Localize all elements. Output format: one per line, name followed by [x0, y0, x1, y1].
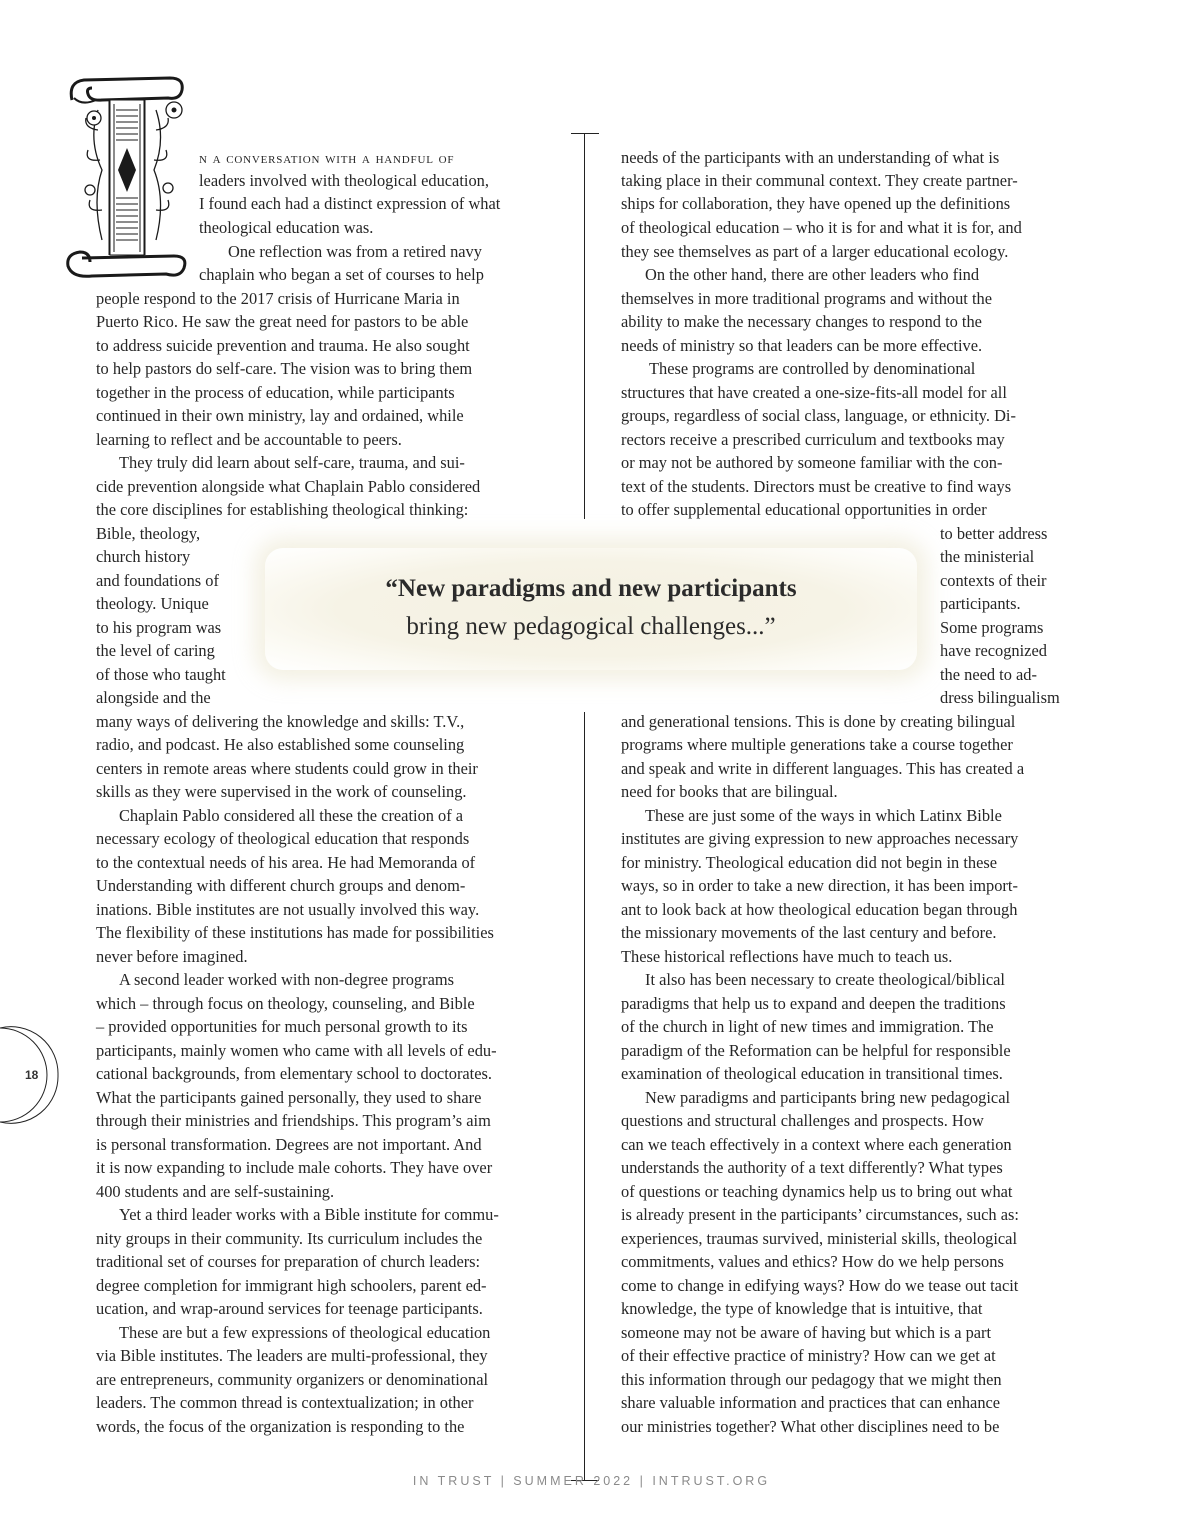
body-line: to address suicide prevention and trauma. He also sought	[96, 336, 470, 355]
body-line: knowledge, the type of knowledge that is intuitive, that	[621, 1299, 983, 1318]
body-line: of the church in light of new times and immigration. The	[621, 1017, 994, 1036]
body-line: understands the authority of a text differently? What types	[621, 1158, 1003, 1177]
body-line: chaplain who began a set of courses to help	[199, 265, 484, 284]
body-line: of theological education – who it is for and what it is for, and	[621, 218, 1022, 237]
body-line: continued in their own ministry, lay and ordained, while	[96, 406, 464, 425]
body-line: – provided opportunities for much personal growth to its	[96, 1017, 468, 1036]
body-line: the ministerial	[940, 547, 1035, 566]
body-line: These are just some of the ways in which Latinx Bible	[645, 806, 1002, 825]
body-line: Some programs	[940, 618, 1044, 637]
body-line: share valuable information and practices that can enhance	[621, 1393, 1001, 1412]
body-line: What the participants gained personally, they used to share	[96, 1088, 482, 1107]
body-line: degree completion for immigrant high schoolers, parent ed-	[96, 1276, 487, 1295]
body-line: and foundations of	[96, 571, 219, 590]
body-line: the need to ad-	[940, 665, 1037, 684]
body-line: Chaplain Pablo considered all these the creation of a	[119, 806, 464, 825]
body-line: is already present in the participants’ circumstances, such as:	[621, 1205, 1019, 1224]
body-line: participants.	[940, 594, 1021, 613]
body-line: radio, and podcast. He also established some counseling	[96, 735, 465, 754]
body-line: nity groups in their community. Its curriculum includes the	[96, 1229, 483, 1248]
body-line: These are but a few expressions of theological education	[119, 1323, 491, 1342]
page-number: 18	[25, 1068, 39, 1082]
body-line: institutes are giving expression to new approaches necessary	[621, 829, 1019, 848]
body-line: through their ministries and friendships. This program’s aim	[96, 1111, 491, 1130]
body-line: These programs are controlled by denominational	[649, 359, 976, 378]
column-rule-top	[584, 133, 585, 519]
body-line: ucation, and wrap-around services for teenage participants.	[96, 1299, 483, 1318]
body-line: These historical reflections have much to teach us.	[621, 947, 953, 966]
pull-quote	[265, 548, 917, 670]
body-line: paradigm of the Reformation can be helpful for responsible	[621, 1041, 1011, 1060]
body-line: 400 students and are self-sustaining.	[96, 1182, 335, 1201]
body-line: to better address	[940, 524, 1048, 543]
body-line: I found each had a distinct expression of what	[199, 194, 501, 213]
body-line: It also has been necessary to create theological/biblical	[645, 970, 1005, 989]
body-line: inations. Bible institutes are not usually involved this way.	[96, 900, 480, 919]
body-line: needs of ministry so that leaders can be more effective.	[621, 336, 983, 355]
body-line: structures that have created a one-size-fits-all model for all	[621, 383, 1007, 402]
body-line: are entrepreneurs, community organizers or denominational	[96, 1370, 489, 1389]
body-line: groups, regardless of social class, language, or ethnicity. Di-	[621, 406, 1016, 425]
footer: IN TRUST | SUMMER 2022 | INTRUST.ORG	[412, 1474, 771, 1488]
body-line: ability to make the necessary changes to respond to the	[621, 312, 982, 331]
body-line: many ways of delivering the knowledge and skills: T.V.,	[96, 712, 465, 731]
body-line: A second leader worked with non-degree programs	[119, 970, 454, 989]
body-line: questions and structural challenges and prospects. How	[621, 1111, 984, 1130]
body-line: this information through our pedagogy that we might then	[621, 1370, 1002, 1389]
body-line: people respond to the 2017 crisis of Hurricane Maria in	[96, 289, 460, 308]
body-line: participants, mainly women who came with all levels of edu-	[96, 1041, 497, 1060]
body-line: ways, so in order to take a new direction, it has been import-	[621, 876, 1018, 895]
body-line: text of the students. Directors must be creative to find ways	[621, 477, 1012, 496]
body-line: someone may not be aware of having but which is a part	[621, 1323, 992, 1342]
body-line: together in the process of education, while participants	[96, 383, 455, 402]
body-line: New paradigms and participants bring new pedagogical	[645, 1088, 1011, 1107]
body-line: alongside and the	[96, 688, 211, 707]
body-line: never before imagined.	[96, 947, 248, 966]
body-line: centers in remote areas where students could grow in their	[96, 759, 478, 778]
body-line: experiences, traumas survived, ministerial skills, theological	[621, 1229, 1018, 1248]
body-line: via Bible institutes. The leaders are multi-professional, they	[96, 1346, 488, 1365]
body-line: themselves in more traditional programs and without the	[621, 289, 992, 308]
body-line: the level of caring	[96, 641, 215, 660]
body-line: examination of theological education in transitional times.	[621, 1064, 1003, 1083]
body-line: theology. Unique	[96, 594, 209, 613]
body-line: to help pastors do self-care. The vision was to bring them	[96, 359, 473, 378]
pull-quote-line-1: “New paradigms and new participants	[385, 575, 797, 602]
body-line: the core disciplines for establishing theological thinking:	[96, 500, 469, 519]
pull-quote-line-2: bring new pedagogical challenges...”	[406, 613, 776, 640]
body-line: needs of the participants with an understanding of what is	[621, 148, 1000, 167]
body-line: of their effective practice of ministry? How can we get at	[621, 1346, 996, 1365]
drop-cap-ornament	[62, 70, 194, 282]
body-line: is personal transformation. Degrees are not important. And	[96, 1135, 482, 1154]
body-line: can we teach effectively in a context where each generation	[621, 1135, 1012, 1154]
column-rule-top-cap	[571, 133, 599, 134]
body-line: to his program was	[96, 618, 222, 637]
body-line: and generational tensions. This is done by creating bilingual	[621, 712, 1016, 731]
body-line: necessary ecology of theological education that responds	[96, 829, 470, 848]
body-line: or may not be authored by someone familiar with the con-	[621, 453, 1003, 472]
body-line: cational backgrounds, from elementary school to doctorates.	[96, 1064, 492, 1083]
body-line: leaders. The common thread is contextualization; in other	[96, 1393, 474, 1412]
column-rule-bottom	[584, 712, 585, 1481]
body-line: On the other hand, there are other leaders who find	[645, 265, 980, 284]
body-line: leaders involved with theological education,	[199, 171, 489, 190]
body-line: One reflection was from a retired navy	[228, 242, 482, 261]
body-line: ant to look back at how theological education began through	[621, 900, 1018, 919]
body-line: church history	[96, 547, 191, 566]
body-line: and speak and write in different languages. This has created a	[621, 759, 1025, 778]
body-line: come to change in edifying ways? How do we tease out tacit	[621, 1276, 1019, 1295]
body-line: learning to reflect and be accountable to peers.	[96, 430, 402, 449]
body-line: of those who taught	[96, 665, 226, 684]
body-line: taking place in their communal context. They create partner-	[621, 171, 1018, 190]
body-line: Puerto Rico. He saw the great need for pastors to be able	[96, 312, 469, 331]
body-line: Bible, theology,	[96, 524, 201, 543]
body-line: Yet a third leader works with a Bible institute for commu-	[119, 1205, 499, 1224]
body-line: paradigms that help us to expand and deepen the traditions	[621, 994, 1006, 1013]
body-line: for ministry. Theological education did not begin in these	[621, 853, 997, 872]
body-line: ships for collaboration, they have opened up the definitions	[621, 194, 1011, 213]
body-line: The flexibility of these institutions has made for possibilities	[96, 923, 494, 942]
body-line: words, the focus of the organization is responding to the	[96, 1417, 465, 1436]
body-line: contexts of their	[940, 571, 1047, 590]
body-line: to offer supplemental educational opportunities in order	[621, 500, 987, 519]
body-line: cide prevention alongside what Chaplain Pablo considered	[96, 477, 481, 496]
body-line: they see themselves as part of a larger educational ecology.	[621, 242, 1009, 261]
body-line: which – through focus on theology, counseling, and Bible	[96, 994, 475, 1013]
body-line: need for books that are bilingual.	[621, 782, 838, 801]
body-line: n a conversation with a handful of	[199, 148, 455, 167]
body-line: dress bilingualism	[940, 688, 1060, 707]
body-line: They truly did learn about self-care, trauma, and sui-	[119, 453, 465, 472]
body-line: our ministries together? What other disciplines need to be	[621, 1417, 1000, 1436]
body-line: commitments, values and ethics? How do we help persons	[621, 1252, 1004, 1271]
body-line: to the contextual needs of his area. He had Memoranda of	[96, 853, 476, 872]
body-line: the missionary movements of the last century and before.	[621, 923, 997, 942]
body-line: theological education was.	[199, 218, 374, 237]
body-line: skills as they were supervised in the work of counseling.	[96, 782, 467, 801]
body-line: it is now expanding to include male cohorts. They have over	[96, 1158, 493, 1177]
body-line: programs where multiple generations take a course together	[621, 735, 1013, 754]
body-line: rectors receive a prescribed curriculum and textbooks may	[621, 430, 1005, 449]
body-line: of questions or teaching dynamics help us to bring out what	[621, 1182, 1013, 1201]
body-line: traditional set of courses for preparation of church leaders:	[96, 1252, 481, 1271]
body-line: have recognized	[940, 641, 1047, 660]
body-line: Understanding with different church groups and denom-	[96, 876, 466, 895]
